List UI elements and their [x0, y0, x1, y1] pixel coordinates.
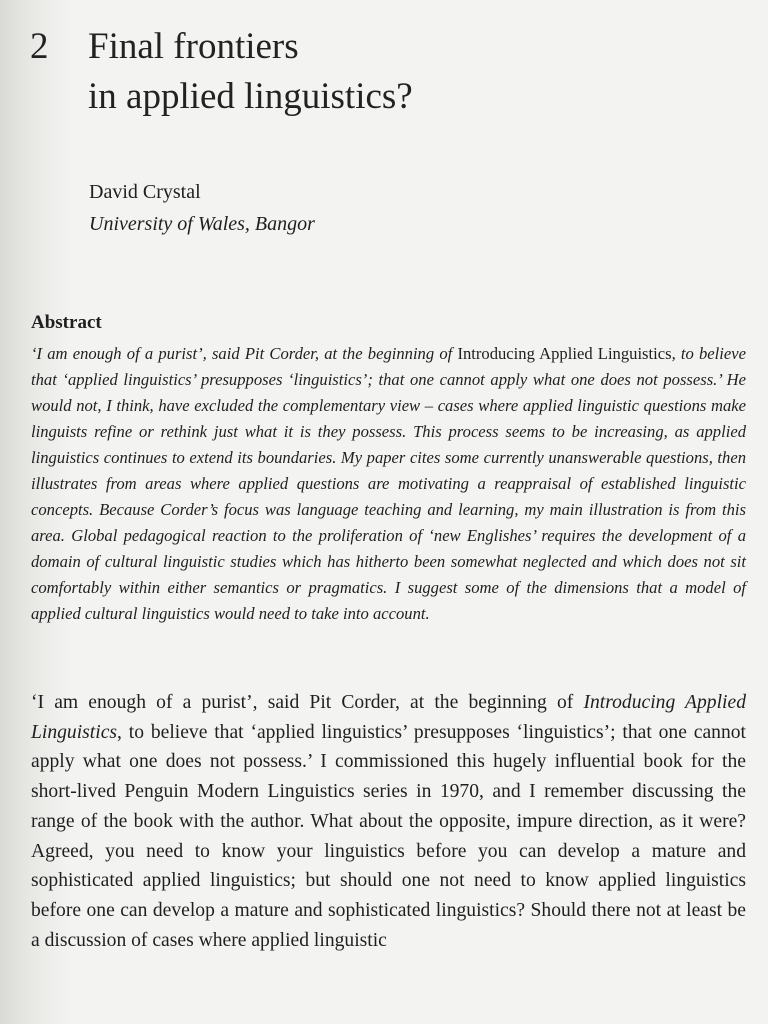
abstract-segment-2: , to believe that ‘applied linguistics’ presupposes ‘linguistics’; that one cannot apply what one does not possess.’ He would not, I think, have excluded the complementary view – cases where applied linguistic questions make linguists refine or rethink just what it is they possess. This process seems to be increasing, as applied linguistics continues to extend its boundaries. My paper cites some currently unanswerable questions, then illustrates from areas where applied questions are motivating a reappraisal of established linguistic concepts. Because Corder’s focus was language teaching and learning, my main illustration is from this area. Global pedagogical reaction to the proliferation of ‘new Englishes’ requires the development of a domain of cultural linguistic studies which has hitherto been somewhat neglected and which does not sit comfortably within either semantics or pragmatics. I suggest some of the dimensions that a model of applied cultural linguistics would need to take into account.: [31, 344, 746, 623]
abstract-segment-1: ‘I am enough of a purist’, said Pit Corder, at the beginning of: [31, 344, 458, 363]
author-name: David Crystal: [89, 181, 201, 203]
chapter-title-line-2: in applied linguistics?: [88, 76, 413, 117]
chapter-title-text-1: Final frontiers: [88, 26, 299, 67]
chapter-number: 2: [30, 26, 49, 67]
abstract-heading: Abstract: [31, 312, 102, 333]
chapter-heading: [30, 22, 413, 122]
author-affiliation: University of Wales, Bangor: [89, 213, 315, 235]
abstract-book-title: Introducing Applied Linguistics: [457, 344, 672, 363]
chapter-title-line-1: [30, 22, 413, 72]
abstract-text: [31, 341, 746, 627]
body-paragraph: [31, 688, 746, 955]
body-segment-1: ‘I am enough of a purist’, said Pit Corder, at the beginning of: [31, 692, 584, 713]
author-block: [89, 176, 315, 240]
body-segment-2: , to believe that ‘applied linguistics’ presupposes ‘linguistics’; that one cannot apply what one does not possess.’ I commissioned this hugely influential book for the short-lived Penguin Modern Linguistics series in 1970, and I remember discussing the range of the book with the author. What about the opposite, impure direction, as it were? Agreed, you need to know your linguistics before you can develop a mature and sophisticated applied linguistics; but should one not need to know applied linguistics before one can develop a mature and sophisticated linguistics? Should there not at least be a discussion of cases where applied linguistic: [31, 721, 746, 951]
body-book-title: Introducing Applied Linguistics: [31, 692, 746, 743]
